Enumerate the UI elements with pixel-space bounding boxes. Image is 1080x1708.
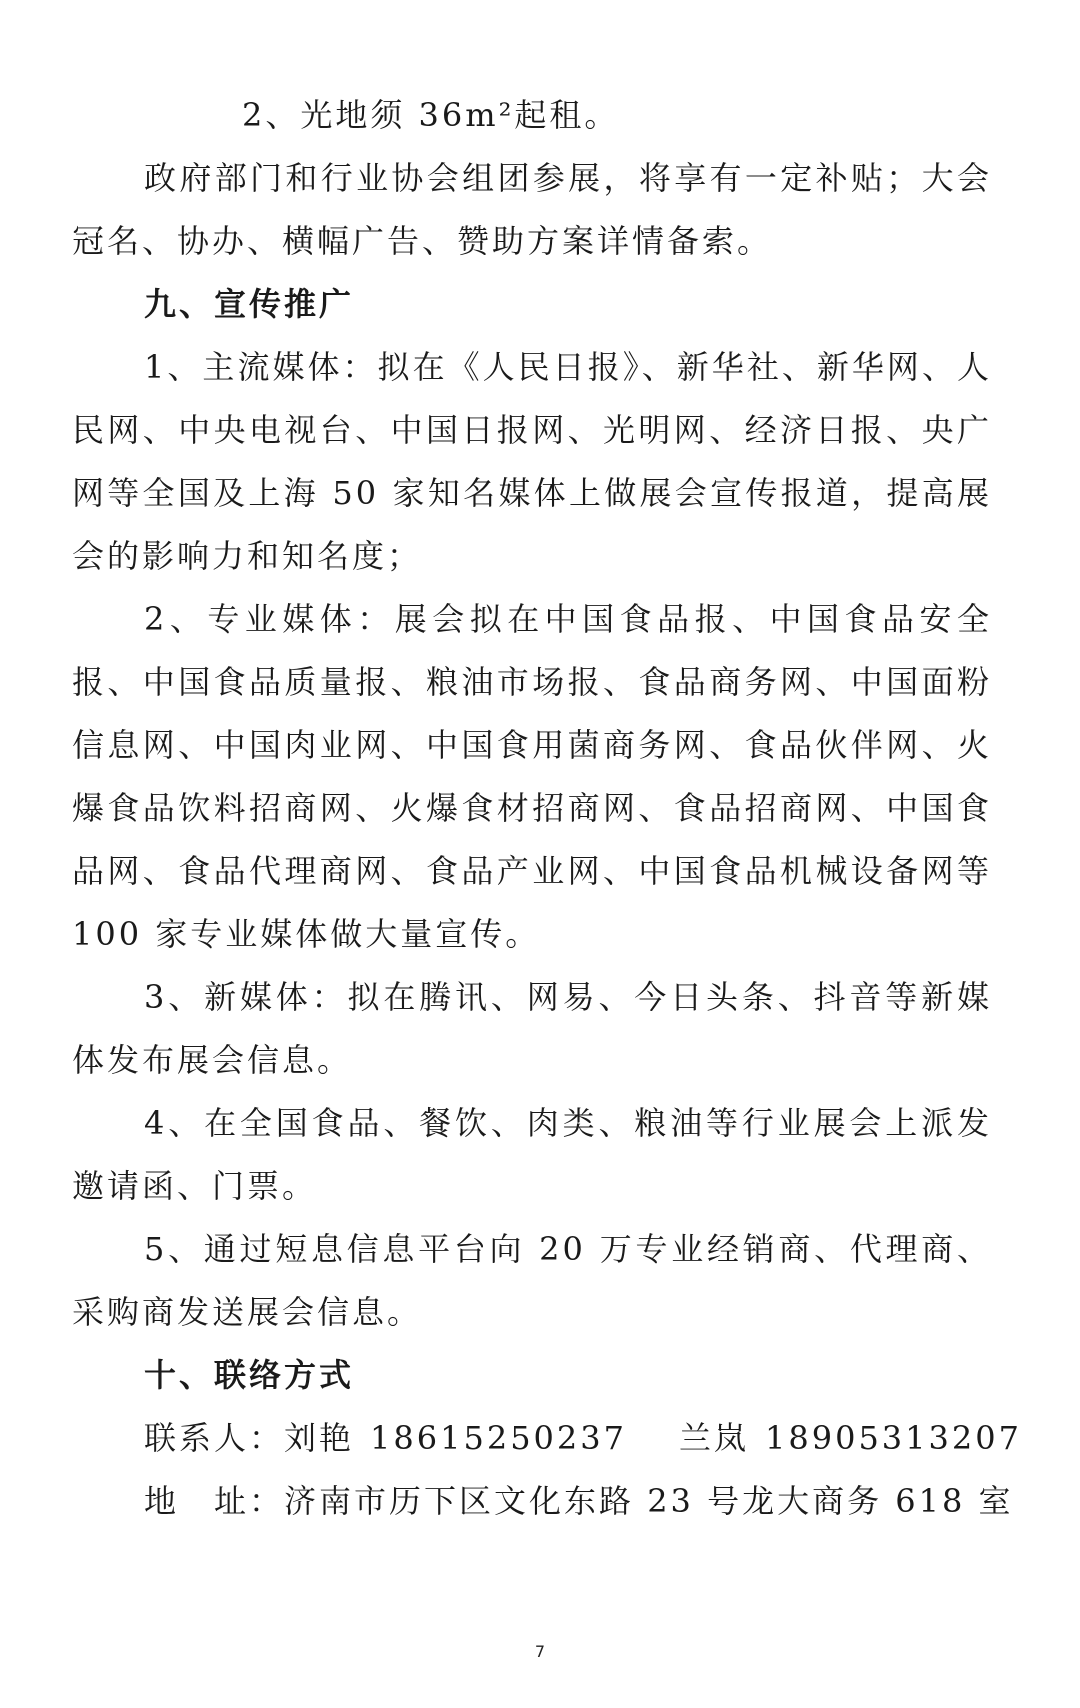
contact1-phone: 18615250237 — [370, 1419, 627, 1457]
paragraph-rent-minimum: 2、光地须 36m²起租。 — [242, 96, 620, 134]
paragraph-new-media: 3、新媒体：拟在腾讯、网易、今日头条、抖音等新媒体发布展会信息。 — [72, 978, 992, 1079]
paragraph-sms-platform: 5、通过短息信息平台向 20 万专业经销商、代理商、采购商发送展会信息。 — [72, 1230, 992, 1331]
contact1-name: 刘艳 — [284, 1419, 355, 1457]
contact2-name: 兰岚 — [678, 1419, 749, 1457]
contact-persons — [72, 1407, 1022, 1470]
document-page — [72, 84, 1022, 1533]
section-heading-publicity: 九、宣传推广 — [144, 285, 355, 323]
paragraph-mainstream-media: 1、主流媒体：拟在《人民日报》、新华社、新华网、人民网、中央电视台、中国日报网、光明网、经济日报、央广网等全国及上海 50 家知名媒体上做展会宣传报道，提高展会的影响力和知名度； — [72, 348, 992, 575]
address-label: 地 址： — [144, 1482, 285, 1520]
page-number: 7 — [534, 1642, 546, 1661]
contact2-phone: 18905313207 — [765, 1419, 1022, 1457]
paragraph-subsidy: 政府部门和行业协会组团参展，将享有一定补贴；大会冠名、协办、横幅广告、赞助方案详情备索。 — [72, 159, 992, 260]
paragraph-professional-media: 2、专业媒体：展会拟在中国食品报、中国食品安全报、中国食品质量报、粮油市场报、食品商务网、中国面粉信息网、中国肉业网、中国食用菌商务网、食品伙伴网、火爆食品饮料招商网、火爆食材招商网、食品招商网、中国食品网、食品代理商网、食品产业网、中国食品机械设备网等 100 家专业媒体做大量宣传。 — [72, 600, 992, 953]
contact-address — [72, 1470, 1014, 1533]
section-heading-contact: 十、联络方式 — [144, 1356, 355, 1394]
address-value: 济南市历下区文化东路 23 号龙大商务 618 室 — [284, 1482, 1014, 1520]
contact-label: 联系人： — [144, 1419, 285, 1457]
paragraph-exhibitions: 4、在全国食品、餐饮、肉类、粮油等行业展会上派发邀请函、门票。 — [72, 1104, 992, 1205]
